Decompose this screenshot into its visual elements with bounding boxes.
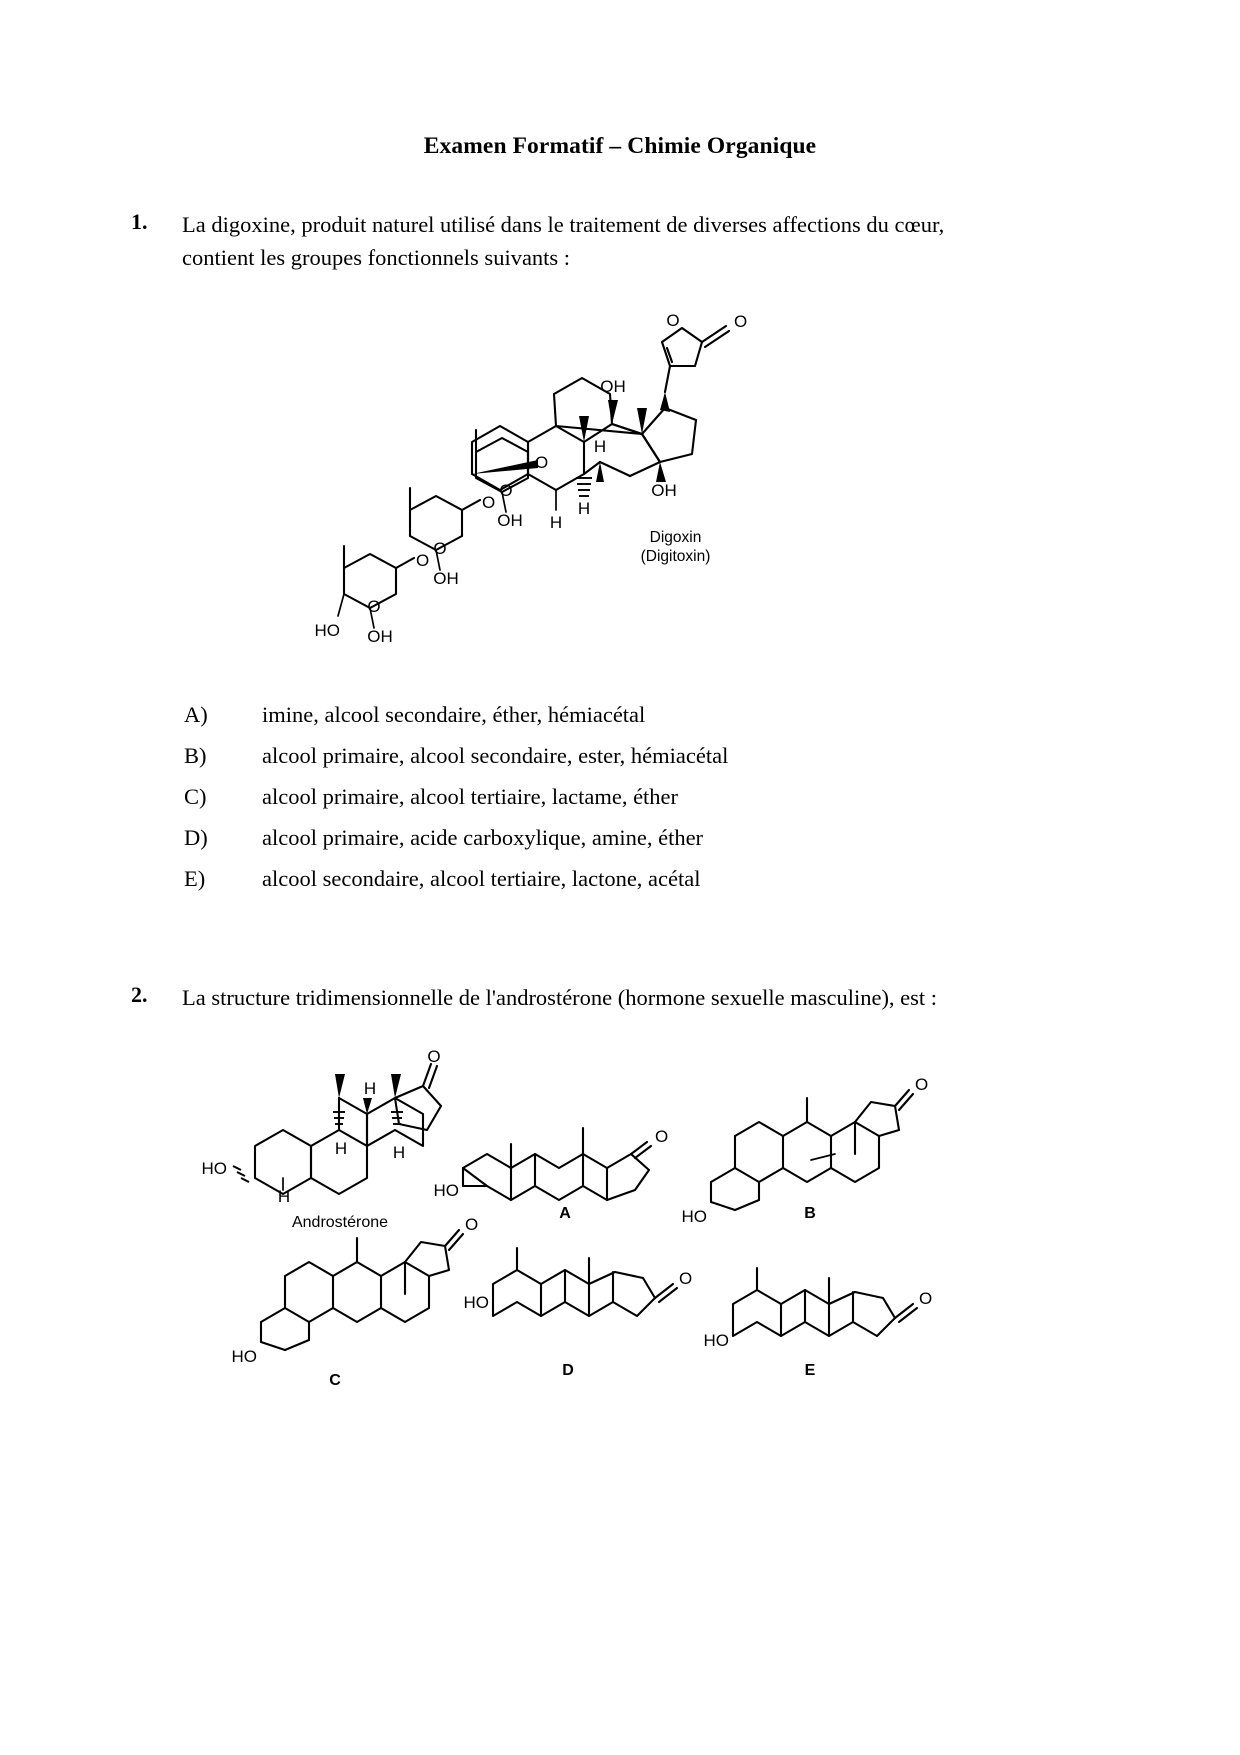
androsterone-caption: Androstérone xyxy=(291,1214,389,1231)
atom-label-HO: HO xyxy=(703,1331,729,1350)
atom-label-O: O xyxy=(499,481,513,500)
androsterone-choice-a[interactable] xyxy=(434,1127,669,1200)
question-2-text: La structure tridimensionnelle de l'androstérone (hormone sexuelle masculine), est : xyxy=(182,985,938,1010)
molecule-label-d: D xyxy=(562,1362,574,1379)
option-d-text: alcool primaire, acide carboxylique, amine, éther xyxy=(262,825,704,850)
atom-label-H: H xyxy=(334,1139,348,1158)
atom-label-O: O xyxy=(367,597,381,616)
digoxin-structure xyxy=(314,296,780,656)
atom-label-HO: HO xyxy=(433,1181,459,1200)
atom-label-HO: HO xyxy=(231,1347,257,1366)
atom-label-H: H xyxy=(363,1079,377,1098)
atom-label-OH: OH xyxy=(600,377,626,396)
option-b-label: B) xyxy=(184,743,207,768)
hash-bond-H xyxy=(576,478,592,496)
androsterone-choice-d[interactable] xyxy=(464,1248,693,1316)
atom-label-O: O xyxy=(416,551,430,570)
page-title: Examen Formatif – Chimie Organique xyxy=(423,133,817,159)
option-c-text: alcool primaire, alcool tertiaire, lactame, éther xyxy=(262,784,679,809)
atom-label-H: H xyxy=(392,1143,406,1162)
atom-label-HO: HO xyxy=(681,1207,707,1226)
atom-label-OH: OH xyxy=(651,481,677,500)
question-1-number: 1. xyxy=(131,209,148,234)
option-e-label: E) xyxy=(184,866,206,891)
androsterone-reference xyxy=(202,1047,442,1206)
atom-label-O: O xyxy=(666,311,680,330)
androsterone-choice-c[interactable] xyxy=(232,1215,479,1366)
androsterone-choice-b[interactable] xyxy=(682,1075,929,1226)
question-2-number: 2. xyxy=(131,982,148,1007)
digoxin-caption-line1: Digoxin xyxy=(649,529,702,546)
digoxin-caption-line2: (Digitoxin) xyxy=(640,548,711,565)
atom-label-H: H xyxy=(277,1187,291,1206)
atom-label-HO: HO xyxy=(314,621,340,640)
option-b-text: alcool primaire, alcool secondaire, ester, hémiacétal xyxy=(262,743,729,768)
androsterone-choice-e[interactable] xyxy=(704,1268,933,1350)
digoxin-caption xyxy=(598,528,753,566)
option-d-label: D) xyxy=(184,825,208,850)
option-c-label: C) xyxy=(184,784,207,809)
atom-label-O: O xyxy=(734,312,748,331)
atom-label-O: O xyxy=(427,1047,441,1066)
option-a-text: imine, alcool secondaire, éther, hémiacétal xyxy=(262,702,646,727)
atom-label-O: O xyxy=(433,539,447,558)
atom-label-O: O xyxy=(535,453,549,472)
atom-label-H: H xyxy=(549,513,563,532)
atom-label-O: O xyxy=(655,1127,669,1146)
option-e-text: alcool secondaire, alcool tertiaire, lactone, acétal xyxy=(262,866,701,891)
atom-label-OH: OH xyxy=(433,569,459,588)
atom-label-OH: OH xyxy=(497,511,523,530)
molecule-label-e: E xyxy=(804,1362,816,1379)
molecule-label-c: C xyxy=(329,1372,341,1389)
atom-label-HO: HO xyxy=(463,1293,489,1312)
atom-label-O: O xyxy=(482,493,496,512)
atom-label-O: O xyxy=(465,1215,479,1234)
atom-label-H: H xyxy=(593,437,607,456)
molecule-label-a: A xyxy=(559,1205,571,1222)
atom-label-OH: OH xyxy=(367,627,393,646)
option-a-label: A) xyxy=(184,702,208,727)
atom-label-H: H xyxy=(577,499,591,518)
atom-label-HO: HO xyxy=(201,1159,227,1178)
atom-label-O: O xyxy=(919,1289,933,1308)
molecule-label-b: B xyxy=(804,1205,816,1222)
question-1-text: La digoxine, produit naturel utilisé dans le traitement de diverses affections du cœur, contient les groupes fonctionnels suivants : xyxy=(182,212,945,270)
atom-label-O: O xyxy=(915,1075,929,1094)
atom-label-O: O xyxy=(679,1269,693,1288)
